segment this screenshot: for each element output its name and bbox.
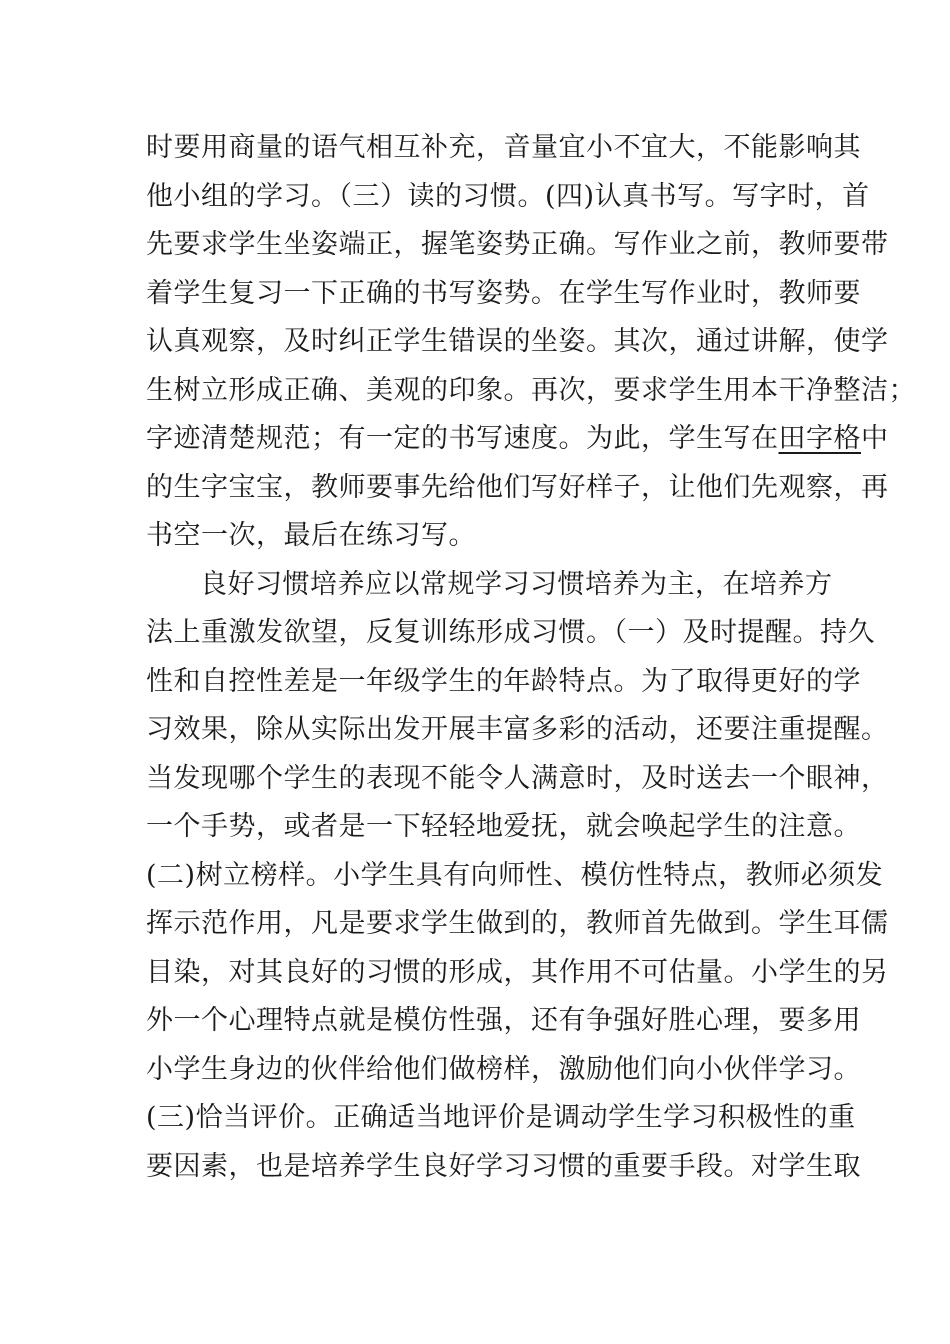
text-line: (二)树立榜样。小学生具有向师性、模仿性特点，教师必须发 — [146, 859, 884, 891]
text-line: 他小组的学习。（三）读的习惯。(四)认真书写。写字时，首 — [146, 180, 870, 212]
text-line: 小学生身边的伙伴给他们做榜样，激励他们向小伙伴学习。 — [146, 1053, 861, 1085]
text-line: 先要求学生坐姿端正，握笔姿势正确。写作业之前，教师要带 — [146, 229, 889, 260]
text-line: 挥示范作用，凡是要求学生做到的，教师首先做到。学生耳儒 — [146, 908, 889, 939]
text-line: 习效果，除从实际出发开展丰富多彩的活动，还要注重提醒。 — [146, 714, 889, 745]
text-line: 时要用商量的语气相互补充，音量宜小不宜大，不能影响其 — [146, 132, 861, 163]
text-line: 认真观察，及时纠正学生错误的坐姿。其次，通过讲解，使学 — [146, 326, 889, 357]
text-line: 着学生复习一下正确的书写姿势。在学生写作业时，教师要 — [146, 277, 861, 309]
hyperlink-tianzige[interactable]: 田字格 — [778, 423, 861, 454]
document-body — [146, 124, 916, 1191]
text-line: (三)恰当评价。正确适当地评价是调动学生学习积极性的重 — [146, 1102, 856, 1133]
text-line: 法上重激发欲望，反复训练形成习惯。（一）及时提醒。持久 — [146, 617, 875, 648]
text-line: 字迹清楚规范；有一定的书写速度。为此，学生写在田字格中 — [146, 423, 889, 454]
text-line: 良好习惯培养应以常规学习习惯培养为主，在培养方 — [200, 568, 833, 600]
text-line: 外一个心理特点就是模仿性强，还有争强好胜心理，要多用 — [146, 1005, 861, 1036]
text-line: 性和自控性差是一年级学生的年龄特点。为了取得更好的学 — [146, 665, 861, 697]
text-line: 要因素，也是培养学生良好学习习惯的重要手段。对学生取 — [146, 1150, 861, 1182]
text-line: 当发现哪个学生的表现不能令人满意时，及时送去一个眼神， — [146, 762, 889, 794]
text-line: 书空一次，最后在练习写。 — [146, 520, 476, 551]
text-line: 目染，对其良好的习惯的形成，其作用不可估量。小学生的另 — [146, 956, 889, 988]
paragraph — [146, 561, 889, 1192]
text-line: 一个手势，或者是一下轻轻地爱抚，就会唤起学生的注意。 — [146, 811, 861, 842]
text-line: 生树立形成正确、美观的印象。再次，要求学生用本干净整洁； — [146, 374, 916, 406]
text-line: 的生字宝宝，教师要事先给他们写好样子，让他们先观察，再 — [146, 471, 889, 503]
paragraph — [146, 124, 916, 561]
